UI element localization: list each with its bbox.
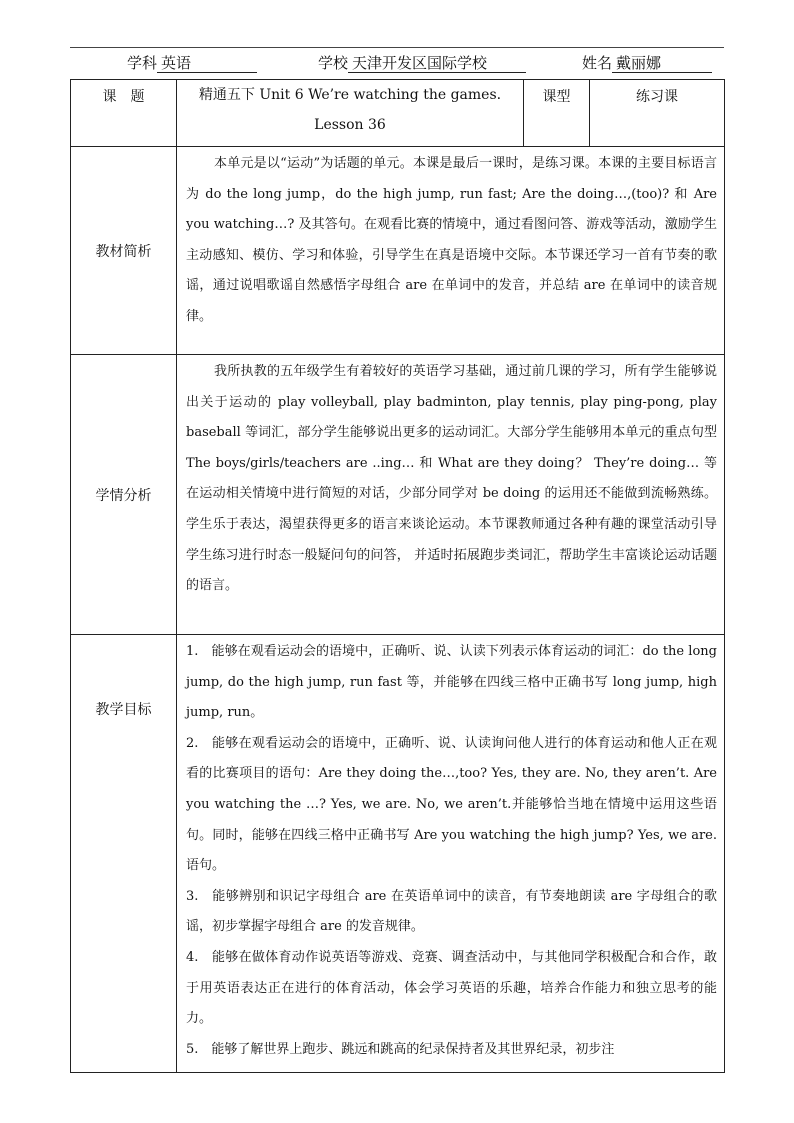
objective-item-5: 5. 能够了解世界上跑步、跳远和跳高的纪录保持者及其世界纪录，初步注	[186, 1041, 615, 1057]
subject-label: 学科	[127, 54, 158, 72]
topic-title-line2: Lesson 36	[314, 117, 386, 133]
students-content	[177, 355, 725, 635]
school-field	[318, 52, 526, 73]
header-rule	[70, 47, 724, 48]
textbook-paragraph: 本单元是以“运动”为话题的单元。本课是最后一课时，是练习课。本课的主要目标语言为 do the long jump，do the high jump, run fast; Are the doing…,(too)? 和 Are you watching…? 及其答句。在观看比赛的情境中，通过看图问答、游戏等活动，激励学生主动感知、模仿、学习和体验，引导学生在真是语境中交际。本节课还学习一首有节奏的歌谣，通过说唱歌谣自然感悟字母组合 are 在单词中的发音，并总结 are 在单词中的读音规律。	[186, 156, 717, 324]
objective-item-3: 3. 能够辨别和识记字母组合 are 在英语单词中的读音，有节奏地朗读 are 字母组合的歌谣，初步掌握字母组合 are 的发音规律。	[186, 888, 717, 935]
topic-label: 课 题	[71, 80, 177, 147]
students-label: 学情分析	[71, 355, 177, 635]
topic-row	[71, 80, 725, 147]
type-label: 课型	[524, 80, 590, 147]
objectives-content	[177, 635, 725, 1073]
name-value: 戴丽娜	[612, 54, 712, 73]
objectives-label: 教学目标	[71, 635, 177, 1073]
school-label: 学校	[318, 54, 349, 72]
topic-title	[177, 80, 524, 147]
name-field	[582, 52, 712, 73]
name-label: 姓名	[582, 54, 613, 72]
subject-field	[127, 52, 257, 73]
textbook-label: 教材简析	[71, 147, 177, 355]
textbook-row	[71, 147, 725, 355]
objectives-row	[71, 635, 725, 1073]
students-paragraph: 我所执教的五年级学生有着较好的英语学习基础，通过前几课的学习，所有学生能够说出关于运动的 play volleyball, play badminton, play tennis, play ping-pong, play baseball 等词汇，部分学生能够说出更多的运动词汇。大部分学生能够用本单元的重点句型 The boys/girls/teachers are ..ing… 和 What are they doing？ They’re doing… 等在运动相关情境中进行简短的对话，少部分同学对 be doing 的运用还不能做到流畅熟练。学生乐于表达，渴望获得更多的语言来谈论运动。本节课教师通过各种有趣的课堂活动引导学生练习进行时态一般疑问句的问答， 并适时拓展跑步类词汇，帮助学生丰富谈论运动话题的语言。	[186, 364, 717, 594]
objective-item-2: 2. 能够在观看运动会的语境中，正确听、说、认读询问他人进行的体育运动和他人正在观看的比赛项目的语句：Are they doing the…,too? Yes, they are. No, they aren’t. Are you watching the …? Yes, we are. No, we aren’t.并能够恰当地在情境中运用这些语句。同时，能够在四线三格中正确书写 Are you watching the high jump? Yes, we are.语句。	[186, 735, 717, 874]
objective-item-1: 1. 能够在观看运动会的语境中，正确听、说、认读下列表示体育运动的词汇：do the long jump, do the high jump, run fast 等，并能够在四线三格中正确书写 long jump, high jump, run。	[186, 644, 717, 721]
lesson-plan-table	[70, 79, 725, 1073]
textbook-content	[177, 147, 725, 355]
school-value: 天津开发区国际学校	[348, 54, 526, 73]
document-header	[0, 52, 794, 76]
objective-item-4: 4. 能够在做体育动作说英语等游戏、竞赛、调查活动中，与其他同学积极配合和合作，敢于用英语表达正在进行的体育活动，体会学习英语的乐趣，培养合作能力和独立思考的能力。	[186, 949, 717, 1027]
students-row	[71, 355, 725, 635]
type-value: 练习课	[590, 80, 725, 147]
subject-value: 英语	[157, 54, 257, 73]
topic-title-line1: 精通五下 Unit 6 We’re watching the games.	[198, 87, 502, 103]
